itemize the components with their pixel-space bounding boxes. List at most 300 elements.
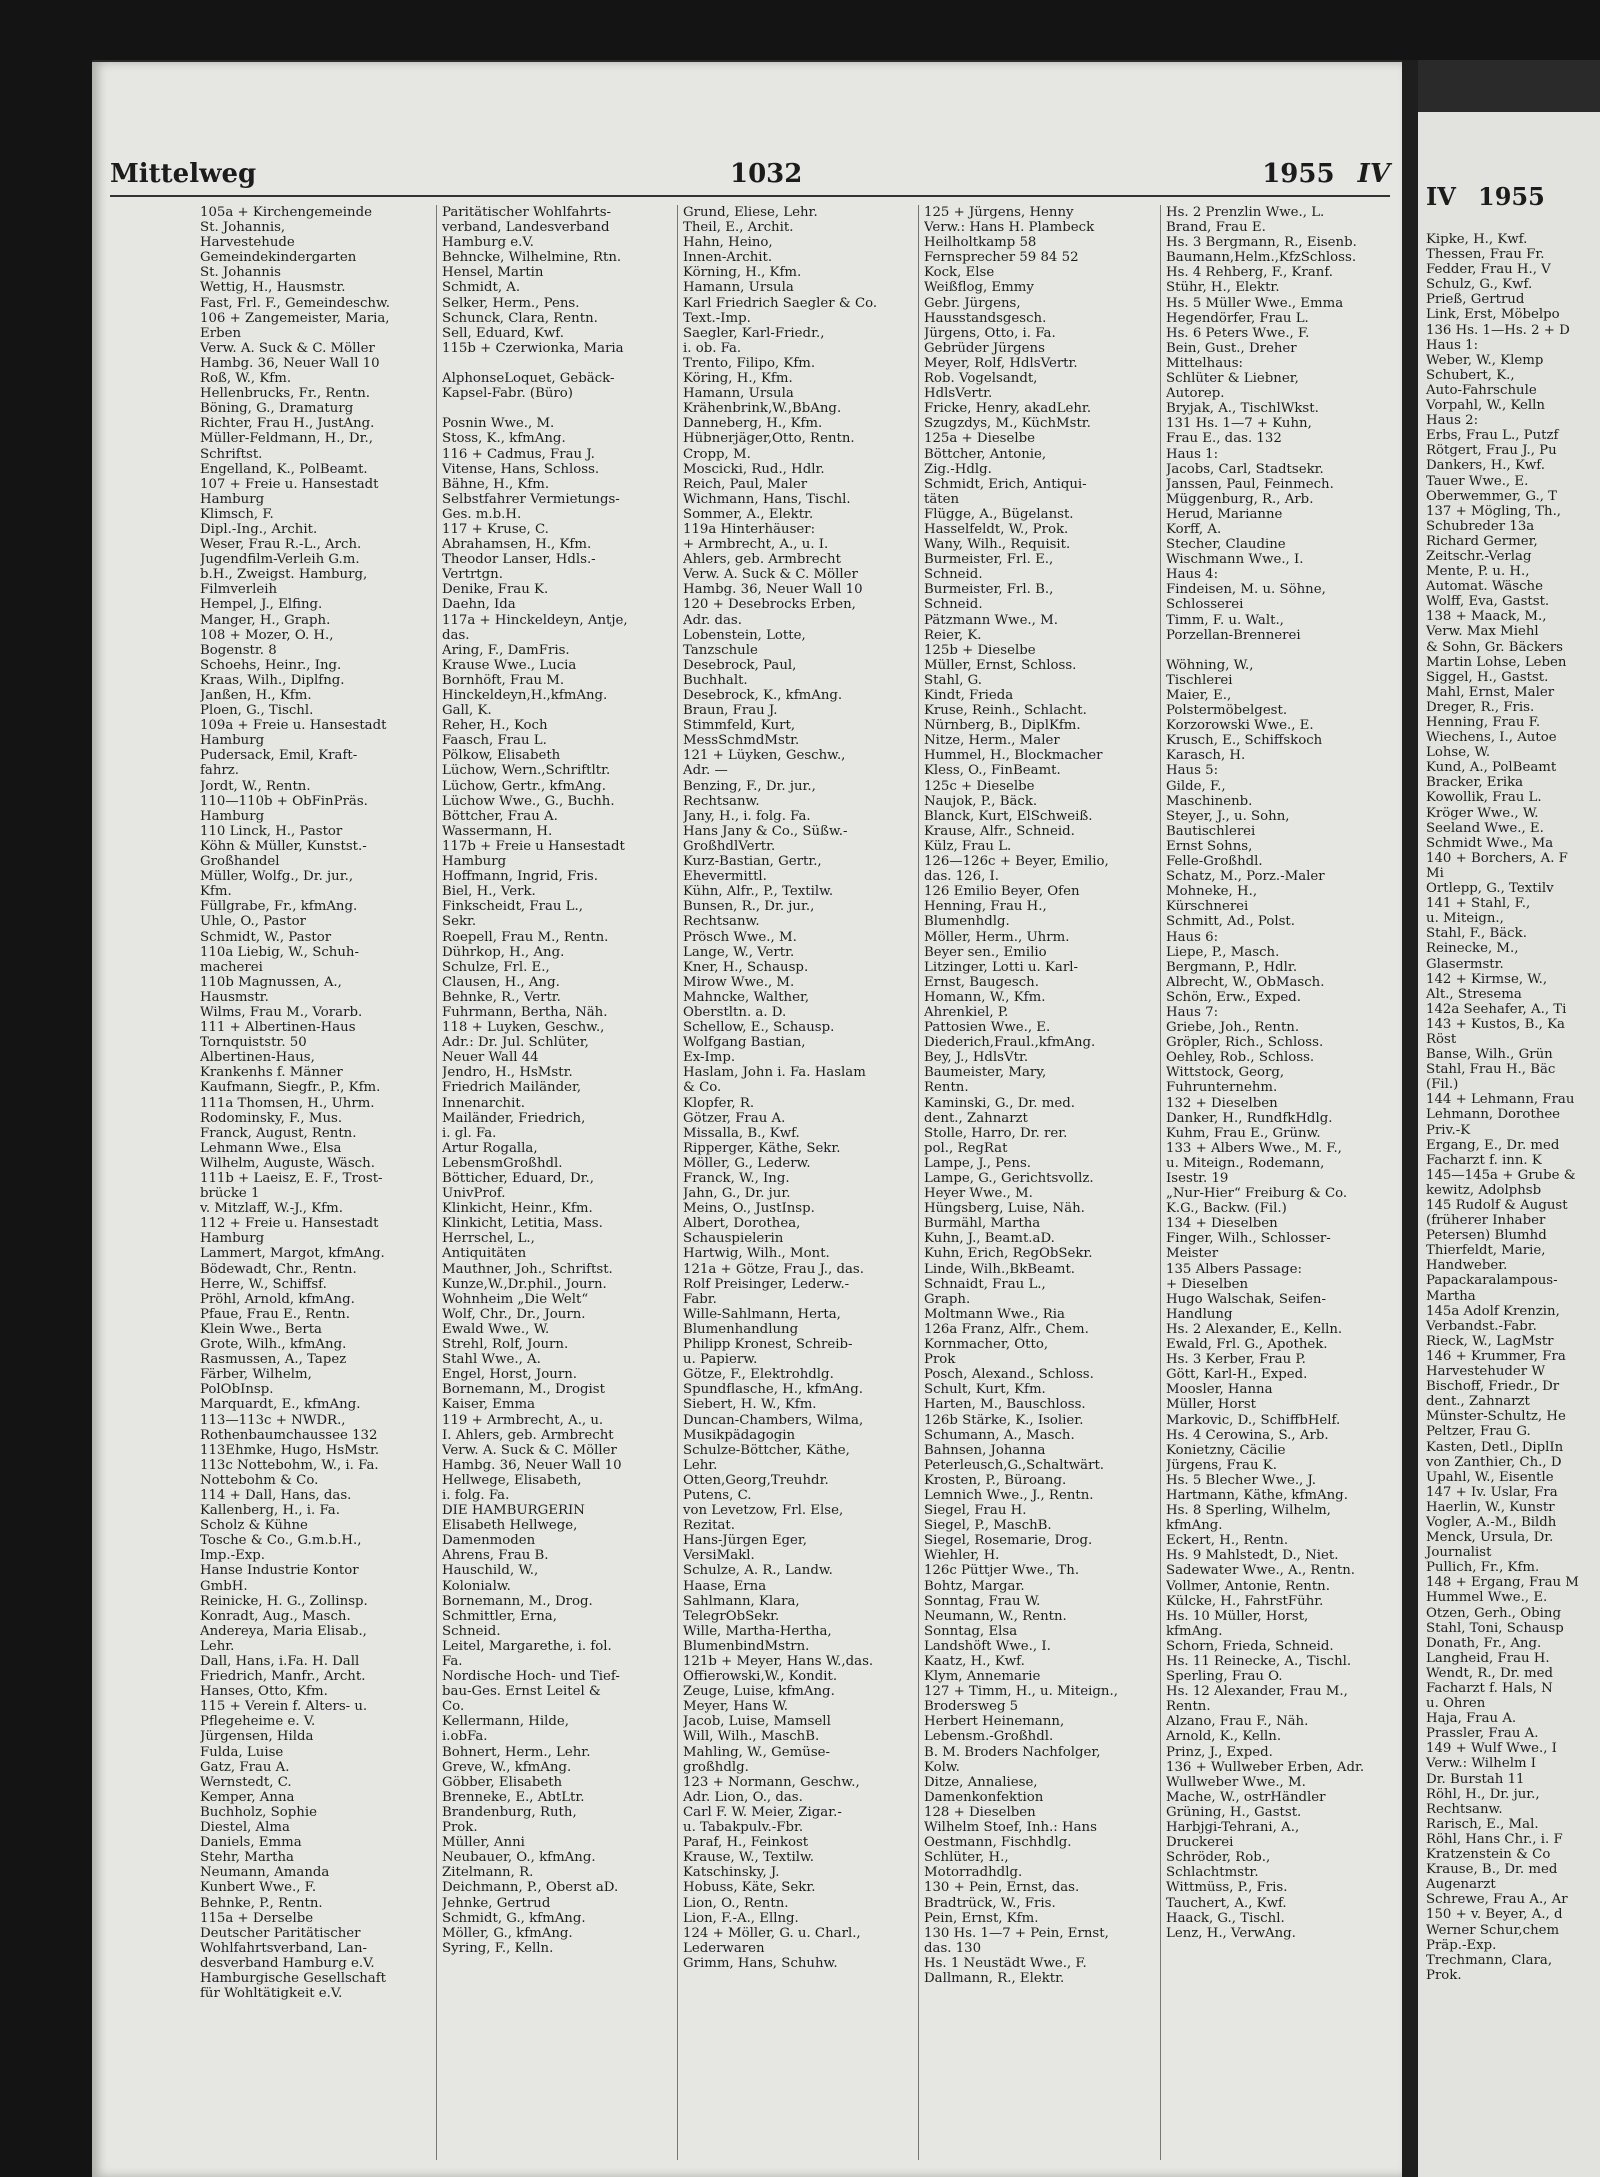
directory-entry: Müller, Horst <box>1166 1397 1257 1413</box>
directory-entry: Schauspielerin <box>683 1231 784 1247</box>
column-3 <box>683 205 913 2165</box>
directory-entry: 127 + Timm, H., u. Miteign., <box>924 1684 1118 1700</box>
directory-entry: Denike, Frau K. <box>442 582 549 598</box>
directory-entry: Paritätischer Wohlfahrts- <box>442 205 612 220</box>
directory-entry: Mache, W., ostrHändler <box>1166 1789 1326 1805</box>
directory-entry: Konradt, Aug., Masch. <box>200 1608 351 1624</box>
directory-entry: Gebrüder Jürgens <box>924 340 1045 356</box>
directory-entry: Jahn, G., Dr. jur. <box>683 1186 791 1202</box>
directory-entry: Korzorowski Wwe., E. <box>1166 718 1314 734</box>
directory-entry: Hs. 2 Prenzlin Wwe., L. <box>1166 205 1325 220</box>
directory-entry: Kellermann, Hilde, <box>442 1714 570 1730</box>
directory-entry: Stahl Wwe., A. <box>442 1352 541 1368</box>
directory-entry: Kner, H., Schausp. <box>683 959 809 975</box>
directory-entry: Hübnerjäger,Otto, Rentn. <box>683 431 855 447</box>
directory-entry: Hs. 6 Peters Wwe., F. <box>1166 325 1310 341</box>
directory-entry: Schlüter & Liebner, <box>1166 371 1299 387</box>
directory-entry: Wassermann, H. <box>442 823 553 839</box>
directory-entry: Bey, J., HdlsVtr. <box>924 1050 1029 1066</box>
directory-entry: Jürgens, Frau K. <box>1166 1457 1277 1473</box>
directory-entry: Kaatz, H., Kwf. <box>924 1654 1025 1669</box>
directory-entry: TelegrObSekr. <box>683 1608 780 1624</box>
directory-entry: Kratzenstein & Co <box>1426 1847 1551 1863</box>
directory-entry: Hamann, Ursula <box>683 386 794 402</box>
next-page-year: 1955 <box>1478 182 1545 211</box>
directory-entry: 121a + Götze, Frau J., das. <box>683 1261 864 1277</box>
directory-entry: Wischmann Wwe., I. <box>1166 552 1304 568</box>
directory-entry: 117 + Kruse, C. <box>442 521 549 537</box>
directory-entry: Flügge, A., Bügelanst. <box>924 506 1074 522</box>
directory-entry: Lange, W., Vertr. <box>683 944 795 960</box>
directory-entry: Bähne, H., Kfm. <box>442 476 550 492</box>
directory-entry: Hellenbrucks, Fr., Rentn. <box>200 386 370 402</box>
directory-entry: Korff, A. <box>1166 521 1222 537</box>
directory-entry: Finkscheidt, Frau L., <box>442 899 583 915</box>
directory-entry: Stahl, G. <box>924 672 983 688</box>
directory-entry: Gebr. Jürgens, <box>924 295 1021 311</box>
directory-entry: von Levetzow, Frl. Else, <box>683 1503 844 1519</box>
directory-entry: Götze, F., Elektrohdlg. <box>683 1367 834 1383</box>
directory-entry: 147 + Iv. Uslar, Fra <box>1426 1484 1558 1500</box>
directory-entry: 134 + Dieselben <box>1166 1216 1278 1232</box>
directory-entry: Hartmann, Käthe, kfmAng. <box>1166 1487 1348 1503</box>
directory-entry: Daehn, Ida <box>442 597 516 613</box>
directory-entry: (Fil.) <box>1426 1077 1459 1093</box>
directory-entry: Wohlfahrtsverband, Lan- <box>200 1940 368 1956</box>
directory-entry: Krosten, P., Büroang. <box>924 1472 1067 1488</box>
directory-entry: Bracker, Erika <box>1426 775 1524 791</box>
directory-entry: Carl F. W. Meier, Zigar.- <box>683 1804 842 1820</box>
directory-entry: Rieck, W., LagMstr <box>1426 1333 1554 1349</box>
directory-entry: Lehr. <box>683 1457 718 1473</box>
directory-entry: 120 + Desebrocks Erben, <box>683 597 856 613</box>
directory-entry: Hs. 4 Cerowina, S., Arb. <box>1166 1427 1329 1443</box>
directory-entry: Möller, G., kfmAng. <box>442 1925 573 1941</box>
directory-entry: Lehmann Wwe., Elsa <box>200 1140 342 1156</box>
page-number: 1032 <box>730 159 803 189</box>
directory-entry: Klein Wwe., Berta <box>200 1321 322 1337</box>
directory-entry: Wilhelm Stoef, Inh.: Hans <box>924 1820 1097 1836</box>
year-volume <box>1262 159 1390 189</box>
directory-entry: Schrewe, Frau A., Ar <box>1426 1892 1568 1908</box>
directory-entry: Janssen, Paul, Feinmech. <box>1166 476 1334 492</box>
directory-entry: Haus 5: <box>1166 763 1219 779</box>
column-1 <box>200 205 430 2165</box>
directory-entry: Pölkow, Elisabeth <box>442 748 561 764</box>
directory-entry: Schoehs, Heinr., Ing. <box>200 657 342 673</box>
directory-entry: VersiMakl. <box>683 1548 755 1564</box>
directory-entry: Behnke, R., Vertr. <box>442 989 561 1005</box>
directory-entry: Thierfeldt, Marie, <box>1426 1243 1546 1259</box>
directory-entry: Reher, H., Koch <box>442 718 548 734</box>
directory-entry: 125a + Dieselbe <box>924 431 1036 447</box>
directory-entry: Prok. <box>442 1820 478 1836</box>
directory-entry: St. Johannis, <box>200 220 286 236</box>
directory-entry: Rasmussen, A., Tapez <box>200 1352 347 1368</box>
directory-entry: Wendt, R., Dr. med <box>1426 1665 1554 1681</box>
directory-entry: Bein, Gust., Dreher <box>1166 340 1297 356</box>
directory-entry: Bradtrück, W., Fris. <box>924 1895 1056 1911</box>
directory-entry: Jugendfilm-Verleih G.m. <box>200 552 360 568</box>
directory-entry: Hobuss, Käte, Sekr. <box>683 1880 816 1896</box>
directory-entry: Siegel, P., MaschB. <box>924 1518 1052 1534</box>
directory-entry: LebensmGroßhdl. <box>442 1155 563 1171</box>
directory-entry <box>1166 643 1394 658</box>
directory-entry: 136 Hs. 1—Hs. 2 + D <box>1426 322 1570 338</box>
directory-entry: Grote, Wilh., kfmAng. <box>200 1337 347 1353</box>
directory-entry: Kallenberg, H., i. Fa. <box>200 1503 340 1519</box>
directory-entry: Innen-Archit. <box>683 250 773 266</box>
directory-entry: i. folg. Fa. <box>442 1487 510 1503</box>
directory-entry: Kock, Else <box>924 265 995 281</box>
directory-entry: Müller, Anni <box>442 1835 525 1851</box>
directory-entry: Stoss, K., kfmAng. <box>442 431 566 447</box>
directory-entry: Schlachtmstr. <box>1166 1865 1259 1881</box>
directory-entry: Rarisch, E., Mal. <box>1426 1816 1539 1832</box>
directory-entry: Bödewadt, Chr., Rentn. <box>200 1261 357 1277</box>
directory-entry: Lebensm.-Großhdl. <box>924 1729 1054 1745</box>
directory-entry: Schulze-Böttcher, Käthe, <box>683 1442 850 1458</box>
directory-entry: Dr. Burstah 11 <box>1426 1771 1525 1787</box>
directory-entry: Harvestehude <box>200 235 295 251</box>
directory-entry: Haus 2: <box>1426 413 1479 429</box>
directory-entry: Tanzschule <box>683 642 758 658</box>
directory-entry: Rechtsanw. <box>683 793 760 809</box>
directory-entry: Kuhn, J., Beamt.aD. <box>924 1231 1055 1247</box>
directory-entry: Schatz, M., Porz.-Maler <box>1166 869 1325 885</box>
directory-entry: Müller, Ernst, Schloss. <box>924 657 1077 673</box>
directory-entry: 145—145a + Grube & <box>1426 1167 1576 1183</box>
directory-entry: Franck, August, Rentn. <box>200 1125 357 1141</box>
directory-entry: Jacob, Luise, Mamsell <box>683 1714 831 1730</box>
directory-entry: Färber, Wilhelm, <box>200 1367 312 1383</box>
directory-entry: Kindt, Frieda <box>924 688 1014 703</box>
directory-entry: Cropp, M. <box>683 446 751 462</box>
directory-entry: Hs. 9 Mahlstedt, D., Niet. <box>1166 1548 1339 1564</box>
directory-entry: Ergang, E., Dr. med <box>1426 1137 1560 1153</box>
directory-entry: Lammert, Margot, kfmAng. <box>200 1246 385 1262</box>
directory-entry: Katschinsky, J. <box>683 1865 780 1881</box>
directory-entry: Kaufmann, Siegfr., P., Kfm. <box>200 1080 381 1096</box>
directory-entry: Schmittler, Erna, <box>442 1608 557 1624</box>
directory-entry: Neumann, W., Rentn. <box>924 1608 1067 1624</box>
directory-entry: Putens, C. <box>683 1487 752 1503</box>
directory-entry: Blumenhdlg. <box>924 914 1010 930</box>
directory-entry: Ditze, Annaliese, <box>924 1774 1038 1790</box>
directory-entry: v. Mitzlaff, W.-J., Kfm. <box>200 1201 343 1217</box>
directory-entry: Dallmann, R., Elektr. <box>924 1970 1065 1986</box>
directory-entry: Blumenhandlung <box>683 1321 799 1337</box>
directory-entry: Tosche & Co., G.m.b.H., <box>200 1533 362 1549</box>
directory-entry: Rentn. <box>1166 1699 1211 1715</box>
directory-entry: Münster-Schultz, He <box>1426 1409 1566 1425</box>
directory-entry: Verw.: Hans H. Plambeck <box>924 220 1095 236</box>
directory-entry: Rolf Preisinger, Lederw.- <box>683 1276 850 1292</box>
directory-entry: Albrecht, W., ObMasch. <box>1166 974 1325 990</box>
directory-entry: Hambg. 36, Neuer Wall 10 <box>442 1457 622 1473</box>
directory-entry: Maier, E., <box>1166 688 1232 703</box>
directory-entry: Burmeister, Frl. B., <box>924 582 1054 598</box>
page-header <box>110 155 1390 197</box>
directory-entry: Co. <box>442 1699 465 1715</box>
directory-entry: Musikpädagogin <box>683 1427 796 1443</box>
directory-entry: 111b + Laeisz, E. F., Trost- <box>200 1171 383 1186</box>
directory-entry: Andereya, Maria Elisab., <box>200 1623 367 1639</box>
directory-entry: Hamann, Ursula <box>683 280 794 296</box>
directory-entry: Liepe, P., Masch. <box>1166 944 1280 960</box>
directory-entry: Artur Rogalla, <box>442 1140 538 1156</box>
directory-entry: Deichmann, P., Oberst aD. <box>442 1880 619 1896</box>
directory-entry: Verw.: Wilhelm I <box>1426 1756 1537 1772</box>
directory-entry: 114 + Dall, Hans, das. <box>200 1487 352 1503</box>
directory-entry: Menck, Ursula, Dr. <box>1426 1530 1554 1546</box>
directory-entry: Böttcher, Frau A. <box>442 808 558 824</box>
directory-entry: Konietzny, Cäcilie <box>1166 1442 1286 1458</box>
directory-entry: Autorep. <box>1166 386 1225 402</box>
directory-entry: Schneid. <box>924 567 983 583</box>
directory-entry: 112 + Freie u. Hansestadt <box>200 1216 379 1232</box>
directory-entry: Elisabeth Hellwege, <box>442 1518 578 1534</box>
directory-entry: 115 + Verein f. Alters- u. <box>200 1699 368 1715</box>
directory-entry: 113c Nottebohm, W., i. Fa. <box>200 1457 379 1473</box>
directory-entry: Gall, K. <box>442 703 492 719</box>
directory-entry: St. Johannis <box>200 265 281 281</box>
directory-entry: Thessen, Frau Fr. <box>1426 247 1545 263</box>
directory-entry: Facharzt f. inn. K <box>1426 1152 1542 1168</box>
directory-entry: Zig.-Hdlg. <box>924 461 992 477</box>
directory-entry: Brandenburg, Ruth, <box>442 1804 577 1820</box>
directory-entry: das. 130 <box>924 1940 982 1956</box>
directory-entry: Desebrock, Paul, <box>683 657 797 673</box>
directory-entry: dent., Zahnarzt <box>924 1110 1028 1126</box>
directory-entry: u. Papierw. <box>683 1352 758 1368</box>
directory-entry: brücke 1 <box>200 1186 260 1202</box>
directory-entry: Langheid, Frau H. <box>1426 1650 1550 1666</box>
directory-entry: Isestr. 19 <box>1166 1171 1229 1186</box>
directory-entry: Sommer, A., Elektr. <box>683 506 814 522</box>
directory-entry: Bötticher, Eduard, Dr., <box>442 1171 594 1186</box>
directory-entry: Oehley, Rob., Schloss. <box>1166 1050 1315 1066</box>
directory-entry: 137 + Mögling, Th., <box>1426 503 1562 519</box>
directory-entry: i. gl. Fa. <box>442 1125 497 1141</box>
directory-entry: Dankers, H., Kwf. <box>1426 458 1545 474</box>
directory-entry: Dall, Hans, i.Fa. H. Dall <box>200 1654 360 1669</box>
directory-entry: Jürgensen, Hilda <box>200 1729 314 1745</box>
directory-entry: Kühn, Alfr., P., Textilw. <box>683 884 834 900</box>
directory-entry: Hempel, J., Elfing. <box>200 597 323 613</box>
directory-entry: 125b + Dieselbe <box>924 642 1036 658</box>
directory-entry: Haslam, John i. Fa. Haslam <box>683 1065 866 1081</box>
directory-entry: Prieß, Gertrud <box>1426 292 1525 308</box>
directory-entry: Lenz, H., VerwAng. <box>1166 1925 1296 1941</box>
directory-entry: Saegler, Karl-Friedr., <box>683 325 825 341</box>
directory-entry: i.obFa. <box>442 1729 488 1745</box>
directory-entry: Grund, Eliese, Lehr. <box>683 205 818 220</box>
directory-entry: Damenmoden <box>442 1533 536 1549</box>
directory-entry: Pflegeheime e. V. <box>200 1714 316 1730</box>
directory-entry: Martha <box>1426 1288 1476 1304</box>
directory-entry: Kfm. <box>200 884 232 900</box>
directory-entry: Müggenburg, R., Arb. <box>1166 491 1314 507</box>
directory-entry: kfmAng. <box>1166 1623 1223 1639</box>
column-5 <box>1166 205 1394 2165</box>
directory-entry: Ortlepp, G., Textilv <box>1426 881 1554 897</box>
directory-entry: u. Ohren <box>1426 1696 1486 1712</box>
directory-entry: Wolfgang Bastian, <box>683 1035 806 1051</box>
directory-entry: Martin Lohse, Leben <box>1426 654 1567 670</box>
directory-entry: Lederwaren <box>683 1940 765 1956</box>
directory-entry: Bohtz, Margar. <box>924 1578 1025 1594</box>
directory-entry: Behnke, P., Rentn. <box>200 1895 323 1911</box>
directory-entry: Timm, F. u. Walt., <box>1166 612 1284 628</box>
directory-entry: Vogler, A.-M., Bildh <box>1426 1514 1557 1530</box>
directory-entry: Sadewater Wwe., A., Rentn. <box>1166 1563 1355 1579</box>
directory-entry: Kund, A., PolBeamt <box>1426 760 1557 776</box>
directory-entry: Gemeindekindergarten <box>200 250 357 266</box>
directory-entry: Gött, Karl-H., Exped. <box>1166 1367 1308 1383</box>
directory-entry: Reier, K. <box>924 627 982 643</box>
directory-entry: Lüchow Wwe., G., Buchh. <box>442 793 615 809</box>
directory-entry: Schubreder 13a <box>1426 518 1535 534</box>
directory-entry: Grimm, Hans, Schuhw. <box>683 1955 838 1971</box>
directory-entry: Finger, Wilh., Schlosser- <box>1166 1231 1331 1247</box>
directory-entry: Ploen, G., Tischl. <box>200 703 314 719</box>
column-divider <box>436 205 437 2160</box>
directory-entry: Jany, H., i. folg. Fa. <box>683 808 811 824</box>
directory-entry: Ernst, Baugesch. <box>924 974 1039 990</box>
directory-entry: Siegel, Rosemarie, Drog. <box>924 1533 1093 1549</box>
directory-entry: Peterleusch,G.,Schaltwärt. <box>924 1457 1105 1473</box>
directory-entry: 126a Franz, Alfr., Chem. <box>924 1321 1089 1337</box>
directory-entry: Pätzmann Wwe., M. <box>924 612 1058 628</box>
directory-entry: Harvestehuder W <box>1426 1364 1546 1380</box>
directory-entry: Siebert, H. W., Kfm. <box>683 1397 817 1413</box>
directory-entry: Druckerei <box>1166 1835 1234 1851</box>
directory-entry: Hummel Wwe., E. <box>1426 1590 1548 1606</box>
directory-entry: Gröpler, Rich., Schloss. <box>1166 1035 1324 1051</box>
directory-entry: Hausstandsgesch. <box>924 310 1047 326</box>
scan-background-top <box>0 0 1600 60</box>
directory-entry: Facharzt f. Hals, N <box>1426 1681 1553 1696</box>
directory-entry: Maschinenb. <box>1166 793 1253 809</box>
directory-entry: Hanses, Otto, Kfm. <box>200 1684 328 1700</box>
directory-entry: 138 + Maack, M., <box>1426 609 1547 625</box>
directory-entry: Großhandel <box>200 854 280 870</box>
directory-entry: Bergmann, P., Hdlr. <box>1166 959 1298 975</box>
column-4 <box>924 205 1154 2165</box>
directory-entry: 142a Seehafer, A., Ti <box>1426 1001 1567 1017</box>
directory-entry: Leitel, Margarethe, i. fol. <box>442 1638 612 1654</box>
directory-entry: Hegendörfer, Frau L. <box>1166 310 1309 326</box>
directory-entry: Schellow, E., Schausp. <box>683 1020 835 1036</box>
directory-entry: großhdlg. <box>683 1759 749 1775</box>
directory-entry: Adr. — <box>683 763 728 779</box>
directory-entry: Wullweber Wwe., M. <box>1166 1774 1306 1790</box>
directory-entry: Pudersack, Emil, Kraft- <box>200 748 358 764</box>
directory-entry: Oestmann, Fischhdlg. <box>924 1835 1072 1851</box>
directory-entry: GmbH. <box>200 1578 248 1594</box>
directory-entry: 143 + Kustos, B., Ka <box>1426 1016 1565 1032</box>
column-divider <box>918 205 919 2160</box>
directory-entry: Deutscher Paritätischer <box>200 1925 361 1941</box>
directory-entry: Oberwemmer, G., T <box>1426 488 1558 504</box>
directory-entry: Hs. 10 Müller, Horst, <box>1166 1608 1309 1624</box>
directory-entry: Hambg. 36, Neuer Wall 10 <box>683 582 863 598</box>
directory-entry: K.G., Backw. (Fil.) <box>1166 1201 1287 1217</box>
directory-entry: Manger, H., Graph. <box>200 612 331 628</box>
directory-entry: Kowollik, Frau L. <box>1426 790 1542 806</box>
directory-entry: Ewald, Frl. G., Apothek. <box>1166 1337 1328 1353</box>
directory-entry: Werner Schur,chem <box>1426 1922 1560 1938</box>
directory-entry: Hoffmann, Ingrid, Fris. <box>442 869 598 885</box>
directory-entry: Hamburg <box>442 854 507 870</box>
directory-entry: Uhle, O., Pastor <box>200 914 306 930</box>
scan-background-left <box>0 0 92 2177</box>
directory-entry: Meyer, Hans W. <box>683 1699 788 1715</box>
directory-entry: Engelland, K., PolBeamt. <box>200 461 368 477</box>
directory-entry: 126—126c + Beyer, Emilio, <box>924 854 1109 870</box>
directory-entry: Hamburg <box>200 733 265 749</box>
directory-entry: Sekr. <box>442 914 477 930</box>
directory-entry: 106 + Zangemeister, Maria, <box>200 310 390 326</box>
directory-entry: 110a Liebig, W., Schuh- <box>200 944 359 960</box>
directory-entry: Wiechens, I., Autoe <box>1426 730 1557 746</box>
directory-entry: Porzellan-Brennerei <box>1166 627 1301 643</box>
directory-entry: Posch, Alexand., Schloss. <box>924 1367 1094 1383</box>
directory-entry: Fulda, Luise <box>200 1744 284 1760</box>
directory-entry: Schmidt, A. <box>442 280 521 296</box>
directory-entry: Daniels, Emma <box>200 1835 302 1851</box>
directory-entry: Rob. Vogelsandt, <box>924 371 1038 387</box>
directory-entry: 117a + Hinckeldeyn, Antje, <box>442 612 628 628</box>
directory-entry: 109a + Freie u. Hansestadt <box>200 718 387 734</box>
directory-entry: Tornquiststr. 50 <box>200 1035 307 1051</box>
directory-entry: 126 Emilio Beyer, Öfen <box>924 884 1080 900</box>
directory-entry: Herrschel, L., <box>442 1231 535 1247</box>
directory-entry: Herre, W., Schiffsf. <box>200 1276 327 1292</box>
directory-entry: Verw. Max Miehl <box>1426 624 1539 640</box>
directory-entry: 121b + Meyer, Hans W.,das. <box>683 1654 874 1669</box>
directory-entry: Dührkop, H., Ang. <box>442 944 565 960</box>
directory-entry: Jendro, H., HsMstr. <box>442 1065 573 1081</box>
directory-entry: Neuer Wall 44 <box>442 1050 539 1066</box>
directory-entry: Janßen, H., Kfm. <box>200 688 312 703</box>
directory-entry: Hasselfeldt, W., Prok. <box>924 521 1069 537</box>
directory-entry: Hs. 8 Sperling, Wilhelm, <box>1166 1503 1331 1519</box>
directory-entry: Füllgrabe, Fr., kfmAng. <box>200 899 358 915</box>
directory-entry: Kraas, Wilh., Diplfng. <box>200 672 345 688</box>
directory-entry: Fernsprecher 59 84 52 <box>924 250 1079 266</box>
directory-entry: Donath, Fr., Ang. <box>1426 1635 1542 1651</box>
directory-entry: i. ob. Fa. <box>683 340 742 356</box>
directory-entry: Verw. A. Suck & C. Möller <box>683 567 858 583</box>
directory-entry: Schunck, Clara, Rentn. <box>442 310 598 326</box>
directory-entry: Damenkonfektion <box>924 1789 1044 1805</box>
directory-entry: Bautischlerei <box>1166 823 1256 839</box>
directory-entry: & Co. <box>683 1080 722 1096</box>
directory-entry: Karl Friedrich Saegler & Co. <box>683 295 878 311</box>
directory-entry: Automat. Wäsche <box>1426 579 1543 595</box>
directory-entry: Kaiser, Emma <box>442 1397 536 1413</box>
directory-entry: Burmeister, Frl. E., <box>924 552 1054 568</box>
directory-entry: Otzen, Gerh., Obing <box>1426 1605 1561 1621</box>
directory-entry: Abrahamsen, H., Kfm. <box>442 537 592 553</box>
directory-entry: 117b + Freie u Hansestadt <box>442 838 625 854</box>
directory-entry: Hs. 3 Bergmann, R., Eisenb. <box>1166 235 1357 251</box>
directory-entry: 113Ehmke, Hugo, HsMstr. <box>200 1442 380 1458</box>
directory-entry: 119 + Armbrecht, A., u. <box>442 1412 604 1428</box>
directory-entry: Rentn. <box>924 1080 969 1096</box>
